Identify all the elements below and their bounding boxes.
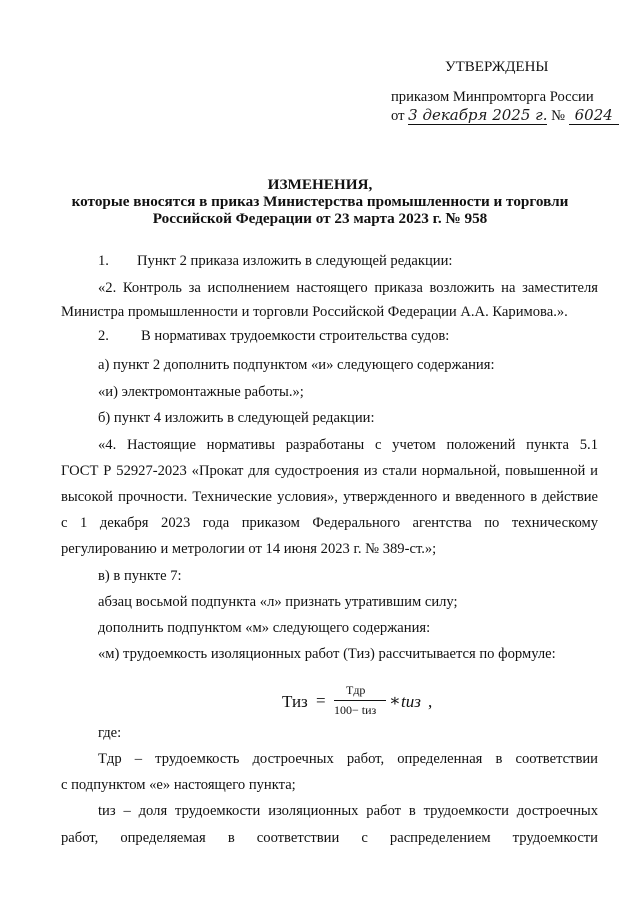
quote2-line1: «2. Контроль за исполнением настоящего приказа возложить на заместителя xyxy=(98,280,598,296)
subitem-a: а) пункт 2 дополнить подпунктом «и» следующего содержания: xyxy=(98,357,495,373)
doc-title: ИЗМЕНЕНИЯ, xyxy=(267,176,373,193)
subitem-v: в) в пункте 7: xyxy=(98,568,182,584)
tiz-def-line1: tиз – доля трудоемкости изоляционных работ в трудоемкости достроечных xyxy=(98,803,598,819)
m-line: «м) трудоемкость изоляционных работ (Тиз) рассчитывается по формуле: xyxy=(98,646,556,662)
formula-equals: = xyxy=(316,691,326,710)
subitem-i: «и) электромонтажные работы.»; xyxy=(98,384,304,400)
item2-number: 2. xyxy=(98,328,109,344)
p4-line4: с 1 декабря 2023 года приказом Федерального агентства по техническому xyxy=(61,515,598,531)
doc-subtitle-1: которые вносятся в приказ Министерства промышленности и торговли xyxy=(71,193,569,210)
dop-line: дополнить подпунктом «м» следующего содержания: xyxy=(98,620,431,636)
tiz-def-line2: работ, определяемая в соответствии с распределением трудоемкости xyxy=(61,830,598,846)
where-label: где: xyxy=(98,725,122,741)
doc-subtitle-2: Российской Федерации от 23 марта 2023 г. № 958 xyxy=(152,210,488,227)
item1-number: 1. xyxy=(98,253,109,269)
item2-text: В нормативах трудоемкости строительства судов: xyxy=(141,328,450,344)
subitem-b: б) пункт 4 изложить в следующей редакции: xyxy=(98,410,375,426)
p4-line3: высокой прочности. Технические условия», утвержденного и введенного в действие xyxy=(61,489,598,505)
p4-line2: ГОСТ Р 52927-2023 «Прокат для судостроения из стали нормальной, повышенной и xyxy=(61,463,598,479)
order-line: приказом Минпромторга России xyxy=(391,89,594,105)
tdr-def-line1: Тдр – трудоемкость достроечных работ, определенная в соответствии xyxy=(98,751,598,767)
formula-comma: , xyxy=(428,692,433,711)
number-sign: № xyxy=(551,108,566,124)
formula-times: ∗ xyxy=(389,691,401,710)
item1-text: Пункт 2 приказа изложить в следующей редакции: xyxy=(137,253,453,269)
from-label: от xyxy=(391,108,405,124)
quote2-line2: Министра промышленности и торговли Российской Федерации А.А. Каримова.». xyxy=(61,304,568,320)
handwritten-date: 3 декабря 2025 г. xyxy=(408,106,548,124)
p4-line5: регулированию и метрологии от 14 июня 2023 г. № 389-ст.»; xyxy=(61,541,437,557)
formula-numerator: Тдр xyxy=(346,683,366,697)
handwritten-number: 6024 xyxy=(569,106,619,125)
approved-heading: УТВЕРЖДЕНЫ xyxy=(445,59,549,75)
formula-fraction-bar xyxy=(334,700,386,701)
formula-denominator: 100− tиз xyxy=(334,703,377,717)
date-line xyxy=(391,106,619,125)
tdr-def-line2: с подпунктом «е» настоящего пункта; xyxy=(61,777,296,793)
formula-lhs: Тиз xyxy=(282,692,308,711)
abz-line: абзац восьмой подпункта «л» признать утратившим силу; xyxy=(98,594,458,610)
formula-rhs: tиз xyxy=(401,692,421,711)
p4-line1: «4. Настоящие нормативы разработаны с учетом положений пункта 5.1 xyxy=(98,437,598,453)
